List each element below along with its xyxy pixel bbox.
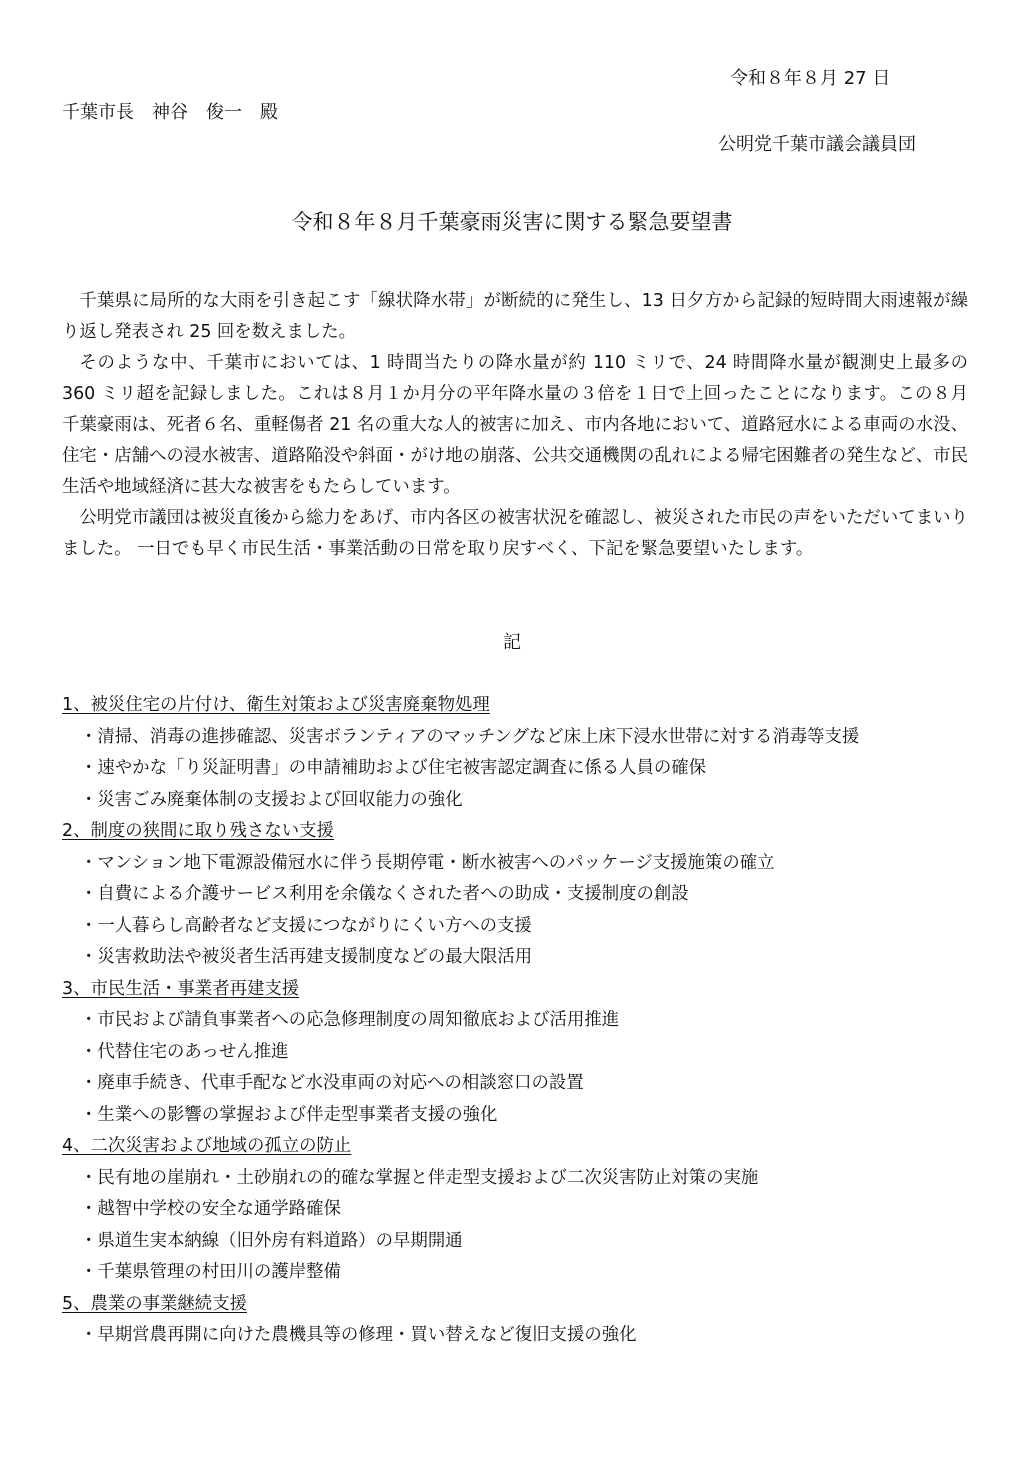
list-item: ・生業への影響の掌握および伴走型事業者支援の強化 <box>80 1104 498 1125</box>
list-item: ・市民および請負事業者への応急修理制度の周知徹底および活用推進 <box>80 1010 620 1030</box>
section-1 <box>62 690 982 816</box>
body-paragraph: そのような中、千葉市においては、1 時間当たりの降水量が約 110 ミリで、24 時間降水量が観測史上最多の 360 ミリ超を記録しました。これは８月１か月分の平年降水量の３倍を１日で上回ったことになります。この８月千葉豪雨は、死者６名、重軽傷者 21 名の重大な人的被害に加え、市内各地において、道路冠水による車両の水没、住宅・店舗への浸水被害、道路陥没や斜面・がけ地の崩落、公共交通機関の乱れによる帰宅困難者の発生など、市民生活や地域経済に甚大な被害をもたらしています。 <box>62 353 968 497</box>
addressee: 千葉市長 神谷 俊一 殿 <box>62 102 278 123</box>
list-item: ・代替住宅のあっせん推進 <box>80 1041 289 1062</box>
document-date: 令和８年８月 27 日 <box>730 68 891 89</box>
section-heading: 4、二次災害および地域の孤立の防止 <box>62 1136 352 1156</box>
body-paragraph: 公明党市議団は被災直後から総力をあげ、市内各区の被害状況を確認し、被災された市民の声をいただいてまいりました。 一日でも早く市民生活・事業活動の日常を取り戻すべく、下記を緊急要望いたします。 <box>62 508 968 559</box>
list-item: ・越智中学校の安全な通学路確保 <box>80 1199 341 1219</box>
list-item: ・速やかな「り災証明書」の申請補助および住宅被害認定調査に係る人員の確保 <box>80 758 707 778</box>
section-heading: 1、被災住宅の片付け、衛生対策および災害廃棄物処理 <box>62 695 490 715</box>
document-title: 令和８年８月千葉豪雨災害に関する緊急要望書 <box>291 210 733 234</box>
section-4 <box>62 1131 982 1289</box>
section-heading: 3、市民生活・事業者再建支援 <box>62 978 300 999</box>
section-5 <box>62 1289 982 1352</box>
list-item: ・災害ごみ廃棄体制の支援および回収能力の強化 <box>80 789 463 810</box>
section-3 <box>62 974 982 1132</box>
list-item: ・廃車手続き、代車手配など水没車両の対応への相談窓口の設置 <box>80 1073 584 1093</box>
list-item: ・民有地の崖崩れ・土砂崩れの的確な掌握と伴走型支援および二次災害防止対策の実施 <box>80 1167 759 1188</box>
sender: 公明党千葉市議会議員団 <box>718 134 916 155</box>
body-paragraph: 千葉県に局所的な大雨を引き起こす「線状降水帯」が断続的に発生し、13 日夕方から記録的短時間大雨速報が繰り返し発表され 25 回を数えました。 <box>62 291 968 342</box>
body-text <box>62 286 968 565</box>
section-heading: 5、農業の事業継続支援 <box>62 1293 247 1314</box>
request-list <box>62 690 982 1352</box>
list-item: ・清掃、消毒の進捗確認、災害ボランティアのマッチングなど床上床下浸水世帯に対する消毒等支援 <box>80 726 860 747</box>
section-heading: 2、制度の狭間に取り残さない支援 <box>62 821 334 841</box>
list-item: ・県道生実本納線（旧外房有料道路）の早期開通 <box>80 1230 463 1251</box>
list-item: ・災害救助法や被災者生活再建支援制度などの最大限活用 <box>80 947 533 967</box>
list-item: ・自費による介護サービス利用を余儀なくされた者への助成・支援制度の創設 <box>80 884 689 904</box>
list-item: ・早期営農再開に向けた農機具等の修理・買い替えなど復旧支援の強化 <box>80 1325 637 1345</box>
section-2 <box>62 816 982 974</box>
list-item: ・一人暮らし高齢者など支援につながりにくい方への支援 <box>80 915 532 936</box>
ki-heading: 記 <box>503 632 521 653</box>
list-item: ・千葉県管理の村田川の護岸整備 <box>80 1262 341 1282</box>
list-item: ・マンション地下電源設備冠水に伴う長期停電・断水被害へのパッケージ支援施策の確立 <box>80 852 775 873</box>
